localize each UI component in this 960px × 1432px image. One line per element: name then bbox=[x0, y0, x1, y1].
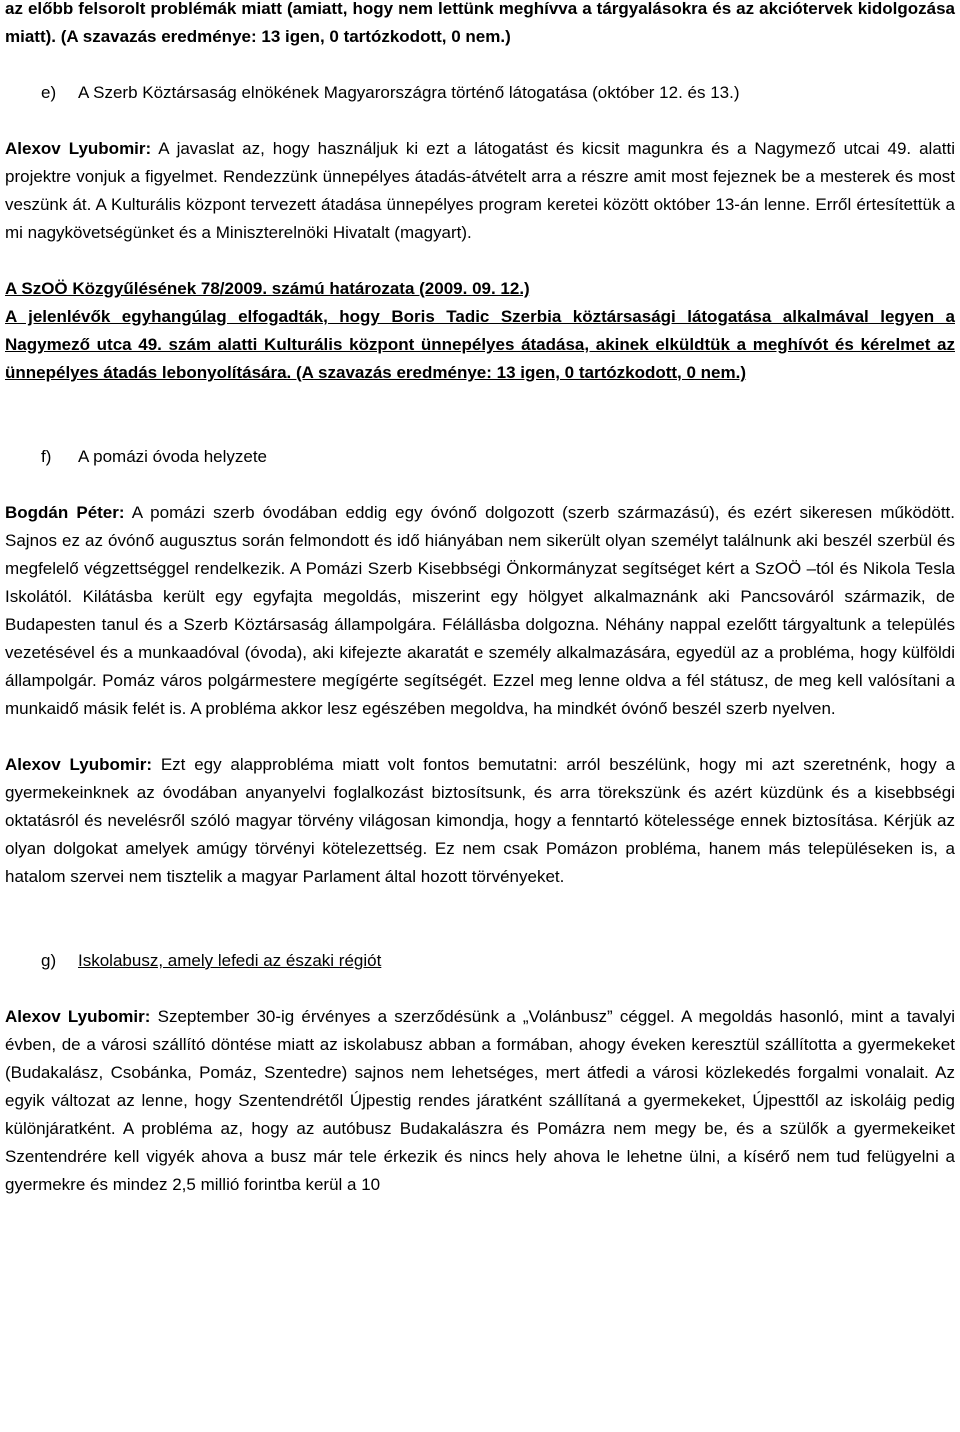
section-g-title: Iskolabusz, amely lefedi az északi régiót bbox=[78, 951, 382, 970]
paragraph-g1 bbox=[5, 1003, 955, 1199]
section-g-letter: g) bbox=[41, 951, 57, 970]
section-e-heading bbox=[5, 79, 955, 107]
speaker-name: Alexov Lyubomir: bbox=[5, 755, 153, 774]
section-f-heading bbox=[5, 443, 955, 471]
paragraph-f1 bbox=[5, 499, 955, 723]
section-f-title: A pomázi óvoda helyzete bbox=[78, 447, 268, 466]
paragraph-f2 bbox=[5, 751, 955, 891]
resolution-title: A SzOÖ Közgyűlésének 78/2009. számú határozata (2009. 09. 12.) bbox=[5, 279, 530, 298]
speaker-name: Alexov Lyubomir: bbox=[5, 1007, 151, 1026]
document-page bbox=[5, 0, 955, 1199]
continuation-paragraph: az előbb felsorolt problémák miatt (amiatt, hogy nem lettünk meghívva a tárgyalásokra és az akciótervek kidolgozása miatt). (A szavazás eredménye: 13 igen, 0 tartózkodott, 0 nem.) bbox=[5, 0, 955, 46]
section-e-letter: e) bbox=[41, 83, 57, 102]
speaker-name: Bogdán Péter: bbox=[5, 503, 125, 522]
section-e-title: A Szerb Köztársaság elnökének Magyarországra történő látogatása (október 12. és 13.) bbox=[78, 83, 740, 102]
paragraph-text: Ezt egy alapprobléma miatt volt fontos bemutatni: arról beszélünk, hogy mi azt szeretnénk, hogy a gyermekeinknek az óvodában anyanyelvi foglalkozást biztosítsunk, és arra törekszünk és azért küzdünk és a kisebbségi oktatásról és nevelésről szóló magyar törvény világosan kimondja, hogy a fenntartó kötelessége ennek biztosítása. Kérjük az olyan dolgokat amelyek amúgy törvényi kötelezettség. Ez nem csak Pomázon probléma, hanem más településeken is, a hatalom szervei nem tisztelik a magyar Parlament által hozott törvényeket. bbox=[5, 755, 955, 886]
paragraph-text: Szeptember 30-ig érvényes a szerződésünk a „Volánbusz” céggel. A megoldás hasonló, mint a tavalyi évben, de a városi szállító döntése miatt az iskolabusz abban a formában, ahogy éveken keresztül szállította a gyermekeket (Budakalász, Csobánka, Pomáz, Szentedre) sajnos nem lehetséges, mert átfedi a városi közlekedés forgalmi vonalait. Az egyik változat az lenne, hogy Szentendrétől Újpestig rendes járatként szállítaná a gyermekeket, Újpesttől az iskoláig pedig különjáratként. A probléma az, hogy az autóbusz Budakalászra és Pomázra nem megy be, és a szülők a gyermekeiket Szentendrére kell vigyék ahova a busz már tele érkezik és nincs hely ahova le lehetne ülni, a kísérő nem tud felügyelni a gyermekre és mindez 2,5 millió forintba kerül a 10 bbox=[5, 1007, 956, 1194]
speaker-name: Alexov Lyubomir: bbox=[5, 139, 152, 158]
section-g-heading bbox=[5, 947, 955, 975]
paragraph-text: A javaslat az, hogy használjuk ki ezt a látogatást és kicsit magunkra és a Nagymező utcai 49. alatti projektre vonjuk a figyelmet. Rendezzünk ünnepélyes átadás-átvételt arra a részre amit most fejeznek be a mesterek és most veszünk át. A Kulturális központ tervezett átadása ünnepélyes program keretei között október 13-án lenne. Erről értesítettük a mi nagykövetségünket és a Miniszterelnöki Hivatalt (magyart). bbox=[5, 139, 955, 242]
resolution-text: A jelenlévők egyhangúlag elfogadták, hogy Boris Tadic Szerbia köztársasági látogatása alkalmával legyen a Nagymező utca 49. szám alatti Kulturális központ ünnepélyes átadása, akinek elküldtük a meghívót és kérelmet az ünnepélyes átadás lebonyolítására. (A szavazás eredménye: 13 igen, 0 tartózkodott, 0 nem.) bbox=[5, 307, 955, 382]
section-f-letter: f) bbox=[41, 447, 52, 466]
paragraph-text: A pomázi szerb óvodában eddig egy óvónő dolgozott (szerb származású), és ezért sikeresen működött. Sajnos ez az óvónő augusztus során felmondott és idő hiányában nem sikerült olyan személyt találnunk aki beszél szerbül és megfelelő végzettséggel rendelkezik. A Pomázi Szerb Kisebbségi Önkormányzat segítséget kért a SzOÖ –tól és Nikola Tesla Iskolától. Kilátásba került egy egyfajta megoldás, miszerint egy hölgyet alkalmaznánk aki Pancsováról származik, de Budapesten tanul és a Szerb Köztársaság állampolgára. Félállásba dolgozna. Néhány nappal ezelőtt tárgyaltunk a település vezetésével és a munkaadóval (óvoda), aki kifejezte akaratát e személy alkalmazására, egyedül az a probléma, hogy külföldi állampolgár. Pomáz város polgármestere megígérte segítségét. Ezzel meg lenne oldva a fél státusz, de meg kell valósítani a munkaidő másik felét is. A probléma akkor lesz egészében megoldva, ha mindkét óvónő beszél szerb nyelven. bbox=[5, 503, 955, 718]
paragraph-e1 bbox=[5, 135, 955, 247]
